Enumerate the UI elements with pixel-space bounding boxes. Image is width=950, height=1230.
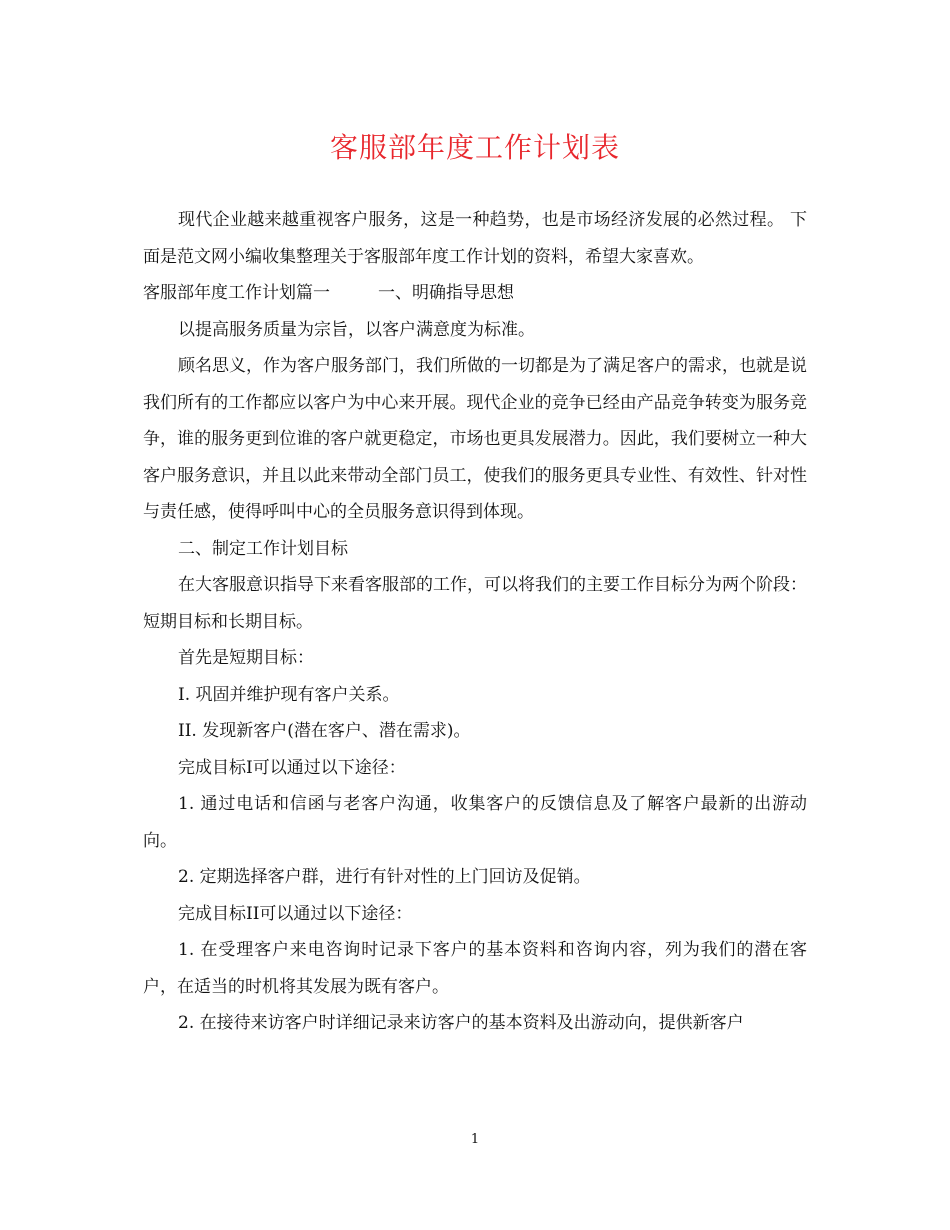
body-paragraph: 顾名思义，作为客户服务部门，我们所做的一切都是为了满足客户的需求，也就是说我们所有的工作都应以客户为中心来开展。现代企业的竞争已经由产品竞争转变为服务竞争，谁的服务更到位谁的客户就更稳定，市场也更具发展潜力。因此，我们要树立一种大客户服务意识，并且以此来带动全部门员工，使我们的服务更具专业性、有效性、针对性与责任感，使得呼叫中心的全员服务意识得到体现。 [143,356,807,522]
document-title: 客服部年度工作计划表 [329,131,620,164]
list-item: II. 发现新客户(潜在客户、潜在需求)。 [178,721,471,741]
list-item: 1. 通过电话和信函与老客户沟通，收集客户的反馈信息及了解客户最新的出游动向。 [143,794,807,851]
intro-paragraph: 现代企业越来越重视客户服务，这是一种趋势，也是市场经济发展的必然过程。 下面是范文网小编收集整理关于客服部年度工作计划的资料，希望大家喜欢。 [143,210,807,267]
section-heading-left: 客服部年度工作计划篇一 [143,283,330,303]
body-paragraph: 以提高服务质量为宗旨，以客户满意度为标准。 [178,319,535,340]
list-item: 2. 在接待来访客户时详细记录来访客户的基本资料及出游动向，提供新客户 [178,1013,744,1033]
section-heading-line [143,275,807,312]
body-paragraph: 在大客服意识指导下来看客服部的工作，可以将我们的主要工作目标分为两个阶段：短期目标和长期目标。 [143,575,807,632]
list-item: 1. 在受理客户来电咨询时记录下客户的基本资料和咨询内容，列为我们的潜在客户，在适当的时机将其发展为既有客户。 [143,940,807,997]
section-heading: 二、制定工作计划目标 [178,538,348,559]
body-paragraph: 首先是短期目标： [178,648,314,668]
document-body [143,202,807,1042]
page-number: 1 [470,1132,480,1147]
section-heading-right: 一、明确指导思想 [378,283,514,303]
list-item: I. 巩固并维护现有客户关系。 [178,684,400,705]
list-item: 2. 定期选择客户群，进行有针对性的上门回访及促销。 [178,867,591,887]
body-paragraph: 完成目标I可以通过以下途径： [178,757,406,778]
body-paragraph: 完成目标II可以通过以下途径： [178,903,413,924]
